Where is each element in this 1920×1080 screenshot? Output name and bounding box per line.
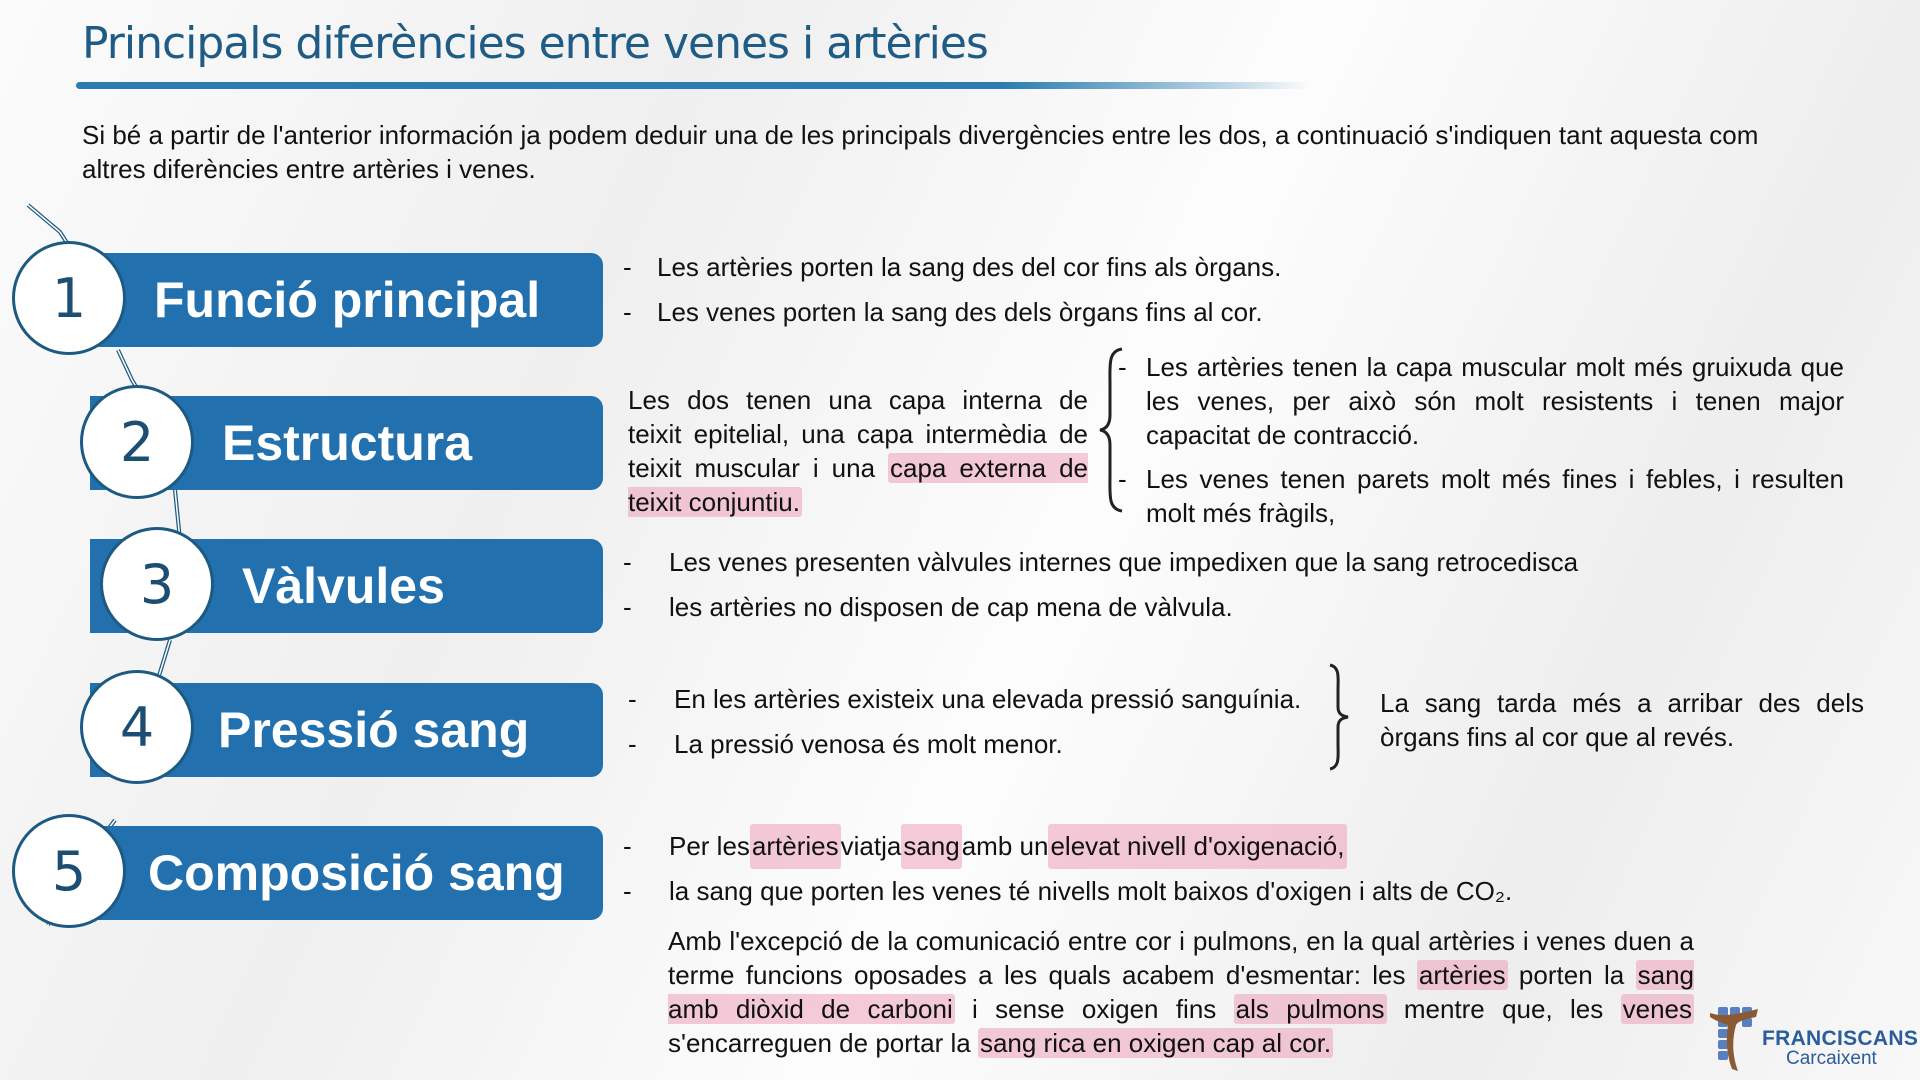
intro-paragraph: Si bé a partir de l'anterior información ja podem deduir una de les principals divergències entre les dos, a continuació s'indiquen tant aquesta com altres diferències entre artèries i venes. bbox=[82, 120, 1759, 184]
franciscans-logo bbox=[1708, 1003, 1919, 1073]
structure-bullets bbox=[1118, 350, 1844, 530]
right-brace bbox=[1326, 662, 1352, 772]
section-label-text: Estructura bbox=[222, 415, 473, 471]
section-label-text: Pressió sang bbox=[218, 702, 530, 758]
logo-title: FRANCISCANS bbox=[1762, 1027, 1919, 1050]
section-4-bullets bbox=[628, 677, 1301, 767]
page-title: Principals diferències entre venes i artèries bbox=[82, 18, 988, 69]
section-label-text: Composició sang bbox=[148, 845, 565, 901]
tau-cross-logo-icon bbox=[1708, 1003, 1766, 1073]
exception-paragraph: Amb l'excepció de la comunicació entre cor i pulmons, en la qual artèries i venes duen a terme funcions oposades a les quals acabem d'esmentar: les artèries porten la sang amb diòxid de carboni i sense oxigen fins als pulmons mentre que, les venes s'encarreguen de portar la sang rica en oxigen cap al cor. bbox=[668, 926, 1694, 1058]
bullet-item: - La pressió venosa és molt menor. bbox=[628, 729, 1063, 759]
highlight: sang rica en oxigen cap al cor. bbox=[979, 1028, 1332, 1058]
bullet-item: - Les artèries tenen la capa muscular molt més gruixuda que les venes, per això són molt resistents i tenen major capacitat de contracció. bbox=[1118, 352, 1844, 450]
section-1-bullets bbox=[623, 245, 1281, 335]
title-underline bbox=[76, 82, 1311, 89]
bullet-item: - Les venes porten la sang des dels òrgans fins al cor. bbox=[623, 297, 1263, 327]
section-label-text: Vàlvules bbox=[242, 558, 445, 614]
bullet-item: - Les venes tenen parets molt més fines i febles, i resulten molt més fràgils, bbox=[1118, 464, 1844, 528]
step-number-circle-5: 5 bbox=[12, 814, 126, 928]
highlight: venes bbox=[1622, 994, 1692, 1024]
highlight: sang bbox=[901, 824, 961, 869]
structure-paragraph: Les dos tenen una capa interna de teixit epitelial, una capa intermèdia de teixit muscular i una capa externa de teixit conjuntiu. bbox=[628, 385, 1088, 517]
section-label-composicio-sang bbox=[90, 826, 603, 920]
step-number-circle-1: 1 bbox=[12, 241, 126, 355]
highlight: capa externa de teixit conjuntiu. bbox=[628, 453, 1088, 517]
bullet-item: - Per les artèries viatja sang amb un elevat nivell d'oxigenació, bbox=[623, 824, 1512, 869]
highlight: sang amb diòxid de carboni bbox=[668, 960, 1694, 1024]
highlight: als pulmons bbox=[1235, 994, 1385, 1024]
highlight: elevat nivell d'oxigenació, bbox=[1048, 824, 1346, 869]
bullet-item: - la sang que porten les venes té nivells molt baixos d'oxigen i alts de CO₂. bbox=[623, 876, 1513, 906]
bullet-item: - En les artèries existeix una elevada pressió sanguínia. bbox=[628, 684, 1302, 714]
step-number-circle-2: 2 bbox=[80, 385, 194, 499]
logo-subtitle: Carcaixent bbox=[1786, 1048, 1877, 1069]
bullet-item: - Les artèries porten la sang des del cor fins als òrgans. bbox=[623, 252, 1282, 282]
step-number-circle-4: 4 bbox=[80, 670, 194, 784]
step-number-circle-3: 3 bbox=[100, 527, 214, 641]
pressure-conclusion: La sang tarda més a arribar des dels òrgans fins al cor que al revés. bbox=[1380, 688, 1864, 752]
bullet-item: - Les venes presenten vàlvules internes que impedixen que la sang retrocedisca bbox=[623, 547, 1579, 577]
section-label-funcio-principal bbox=[90, 253, 603, 347]
bullet-item: - les artèries no disposen de cap mena de vàlvula. bbox=[623, 592, 1233, 622]
highlight: artèries bbox=[750, 824, 841, 869]
section-label-text: Funció principal bbox=[154, 272, 541, 328]
section-3-bullets bbox=[623, 540, 1578, 630]
highlight: artèries bbox=[1418, 960, 1506, 990]
section-5-bullets bbox=[623, 824, 1512, 914]
